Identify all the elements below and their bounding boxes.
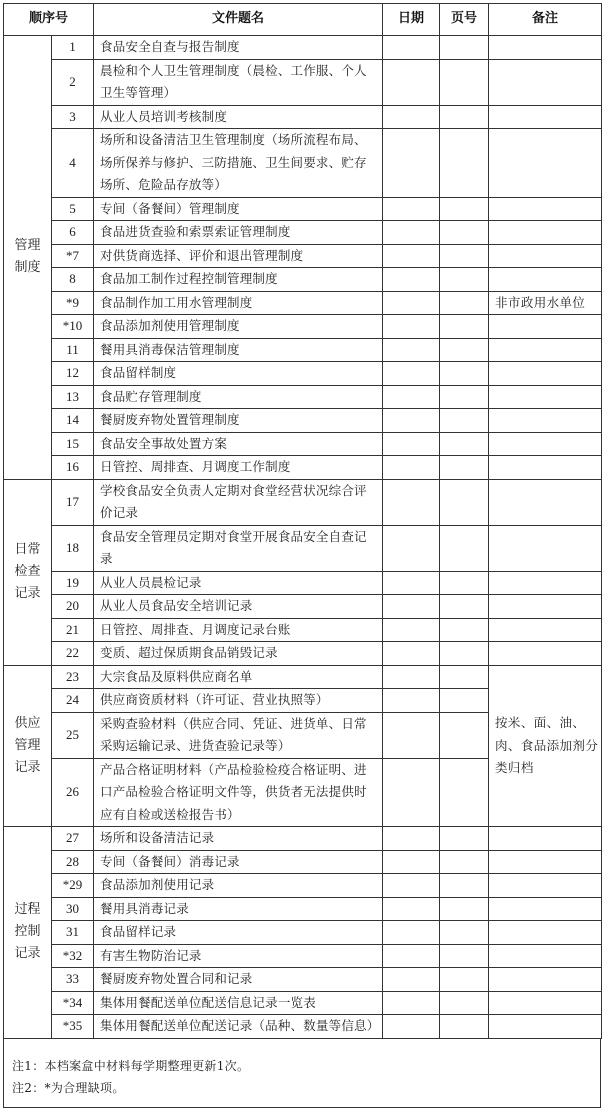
seq-number: 18 (52, 525, 94, 571)
remark-cell (489, 432, 602, 456)
page-cell (440, 291, 489, 315)
note-2: 注2：*为合理缺项。 (12, 1080, 125, 1095)
group-label-cell (4, 827, 52, 1039)
remark-cell (489, 874, 602, 898)
date-cell (383, 291, 440, 315)
page-cell (440, 571, 489, 595)
table-row (4, 338, 602, 362)
file-title: 大宗食品及原料供应商名单 (94, 665, 383, 689)
date-cell (383, 827, 440, 851)
remark-cell (489, 315, 602, 339)
group-label-cell (4, 665, 52, 827)
file-title: 从业人员培训考核制度 (94, 105, 383, 129)
table-row (4, 525, 602, 571)
seq-number: 2 (52, 59, 94, 105)
group-label-line: 记录 (14, 759, 41, 775)
page-cell (440, 897, 489, 921)
date-cell (383, 595, 440, 619)
table-row (4, 221, 602, 245)
seq-number: 4 (52, 129, 94, 198)
page-cell (440, 338, 489, 362)
page-cell (440, 968, 489, 992)
group-label-line: 日常 (14, 542, 41, 557)
remark-cell (489, 525, 602, 571)
table-row (4, 291, 602, 315)
table-row (4, 571, 602, 595)
file-title: 餐厨废弃物处置管理制度 (94, 409, 383, 433)
remark-cell (489, 921, 602, 945)
table-row (4, 944, 602, 968)
date-cell (383, 642, 440, 666)
date-cell (383, 968, 440, 992)
seq-number: 20 (52, 595, 94, 619)
page-cell (440, 827, 489, 851)
table-row (4, 129, 602, 198)
date-cell (383, 479, 440, 525)
group-label-line: 检查 (14, 564, 41, 579)
table-row (4, 479, 602, 525)
date-cell (383, 525, 440, 571)
header-remark: 备注 (489, 4, 602, 36)
seq-number: 8 (52, 268, 94, 292)
remark-cell (489, 897, 602, 921)
group-label-line: 管理 (14, 238, 41, 254)
seq-number: *7 (52, 244, 94, 268)
header-page: 页号 (440, 4, 489, 36)
remark-cell (489, 968, 602, 992)
remark-cell (489, 850, 602, 874)
remark-cell (489, 129, 602, 198)
page-cell (440, 456, 489, 480)
seq-number: 17 (52, 479, 94, 525)
table-row (4, 244, 602, 268)
table-row (4, 105, 602, 129)
file-title: 场所和设备清洁卫生管理制度（场所流程布局、场所保养与修护、三防措施、卫生间要求、贮存场所、危险品存放等） (94, 129, 383, 198)
seq-number: *9 (52, 291, 94, 315)
group-label-line: 管理 (14, 737, 41, 753)
table-row (4, 36, 602, 60)
date-cell (383, 991, 440, 1015)
date-cell (383, 59, 440, 105)
page-cell (440, 850, 489, 874)
date-cell (383, 1015, 440, 1039)
seq-number: 13 (52, 385, 94, 409)
page-cell (440, 618, 489, 642)
page-cell (440, 595, 489, 619)
seq-number: 15 (52, 432, 94, 456)
date-cell (383, 105, 440, 129)
date-cell (383, 338, 440, 362)
seq-number: 33 (52, 968, 94, 992)
file-title: 餐用具消毒保洁管理制度 (94, 338, 383, 362)
remark-cell (489, 571, 602, 595)
file-title: 供应商资质材料（许可证、营业执照等） (94, 689, 383, 713)
group-label-line: 过程 (14, 902, 41, 918)
seq-number: *32 (52, 944, 94, 968)
page-cell (440, 712, 489, 758)
page-cell (440, 36, 489, 60)
header-title: 文件题名 (94, 4, 383, 36)
date-cell (383, 456, 440, 480)
group-label-line: 控制 (14, 924, 41, 940)
remark-cell (489, 105, 602, 129)
table-row (4, 618, 602, 642)
group-label-line: 供应 (14, 715, 41, 731)
seq-number: *29 (52, 874, 94, 898)
remark-cell (489, 221, 602, 245)
date-cell (383, 571, 440, 595)
date-cell (383, 36, 440, 60)
page-cell (440, 385, 489, 409)
seq-number: 30 (52, 897, 94, 921)
date-cell (383, 850, 440, 874)
page-cell (440, 479, 489, 525)
header-seq: 顺序号 (4, 4, 94, 36)
page-cell (440, 921, 489, 945)
seq-number: 23 (52, 665, 94, 689)
date-cell (383, 712, 440, 758)
table-row (4, 1015, 602, 1039)
group-label-line: 记录 (14, 586, 41, 601)
seq-number: 6 (52, 221, 94, 245)
file-title: 食品留样记录 (94, 921, 383, 945)
date-cell (383, 385, 440, 409)
file-title: 从业人员食品安全培训记录 (94, 595, 383, 619)
remark-cell (489, 36, 602, 60)
date-cell (383, 268, 440, 292)
page-cell (440, 268, 489, 292)
file-title: 餐厨废弃物处置合同和记录 (94, 968, 383, 992)
supply-remark-cell: 按米、面、油、肉、食品添加剂分类归档 (489, 665, 602, 827)
file-title: 专间（备餐间）消毒记录 (94, 850, 383, 874)
file-title: 对供货商选择、评价和退出管理制度 (94, 244, 383, 268)
table-row (4, 665, 602, 689)
seq-number: 5 (52, 197, 94, 221)
page-cell (440, 525, 489, 571)
page-cell (440, 315, 489, 339)
seq-number: 1 (52, 36, 94, 60)
remark-cell (489, 456, 602, 480)
seq-number: 22 (52, 642, 94, 666)
group-label-cell (4, 36, 52, 480)
page-cell (440, 432, 489, 456)
file-title: 集体用餐配送单位配送记录（品种、数量等信息） (94, 1015, 383, 1039)
table-row (4, 874, 602, 898)
table-row (4, 595, 602, 619)
seq-number: *10 (52, 315, 94, 339)
table-row (4, 968, 602, 992)
date-cell (383, 921, 440, 945)
page-cell (440, 362, 489, 386)
remark-cell (489, 59, 602, 105)
date-cell (383, 944, 440, 968)
seq-number: 26 (52, 758, 94, 827)
page-cell (440, 105, 489, 129)
page-cell (440, 991, 489, 1015)
file-title: 食品加工制作过程控制管理制度 (94, 268, 383, 292)
file-title: 餐用具消毒记录 (94, 897, 383, 921)
file-title: 场所和设备清洁记录 (94, 827, 383, 851)
page-cell (440, 244, 489, 268)
group-label-line: 制度 (14, 260, 41, 276)
date-cell (383, 221, 440, 245)
file-title: 采购查验材料（供应合同、凭证、进货单、日常采购运输记录、进货查验记录等） (94, 712, 383, 758)
seq-number: 14 (52, 409, 94, 433)
seq-number: 28 (52, 850, 94, 874)
table-row (4, 827, 602, 851)
seq-number: 16 (52, 456, 94, 480)
table-row (4, 897, 602, 921)
page-cell (440, 409, 489, 433)
seq-number: *34 (52, 991, 94, 1015)
archive-index-table (3, 3, 602, 1039)
remark-cell (489, 827, 602, 851)
seq-number: 24 (52, 689, 94, 713)
date-cell (383, 665, 440, 689)
table-row (4, 850, 602, 874)
seq-number: 27 (52, 827, 94, 851)
date-cell (383, 689, 440, 713)
file-title: 日管控、周排查、月调度工作制度 (94, 456, 383, 480)
group-label-line: 记录 (14, 946, 41, 962)
date-cell (383, 874, 440, 898)
remark-cell (489, 479, 602, 525)
remark-cell (489, 618, 602, 642)
date-cell (383, 129, 440, 198)
document-sheet (3, 3, 601, 1108)
remark-cell (489, 385, 602, 409)
date-cell (383, 432, 440, 456)
page-cell (440, 758, 489, 827)
remark-cell: 非市政用水单位 (489, 291, 602, 315)
remark-cell (489, 1015, 602, 1039)
table-row (4, 197, 602, 221)
remark-cell (489, 991, 602, 1015)
table-row (4, 991, 602, 1015)
file-title: 食品制作加工用水管理制度 (94, 291, 383, 315)
file-title: 食品安全事故处置方案 (94, 432, 383, 456)
table-row (4, 921, 602, 945)
table-row (4, 59, 602, 105)
date-cell (383, 618, 440, 642)
remark-cell (489, 595, 602, 619)
file-title: 有害生物防治记录 (94, 944, 383, 968)
file-title: 学校食品安全负责人定期对食堂经营状况综合评价记录 (94, 479, 383, 525)
file-title: 食品安全管理员定期对食堂开展食品安全自查记录 (94, 525, 383, 571)
note-1: 注1：本档案盒中材料每学期整理更新1次。 (12, 1058, 250, 1073)
remark-cell (489, 338, 602, 362)
file-title: 晨检和个人卫生管理制度（晨检、工作服、个人卫生等管理） (94, 59, 383, 105)
seq-number: 19 (52, 571, 94, 595)
remark-cell (489, 409, 602, 433)
table-row (4, 432, 602, 456)
table-row (4, 362, 602, 386)
page-cell (440, 129, 489, 198)
page-cell (440, 59, 489, 105)
page-cell (440, 197, 489, 221)
remark-cell (489, 197, 602, 221)
remark-cell (489, 642, 602, 666)
file-title: 日管控、周排查、月调度记录台账 (94, 618, 383, 642)
seq-number: 3 (52, 105, 94, 129)
seq-number: 31 (52, 921, 94, 945)
table-body (4, 36, 602, 1039)
seq-number: 11 (52, 338, 94, 362)
file-title: 从业人员晨检记录 (94, 571, 383, 595)
file-title: 食品进货查验和索票索证管理制度 (94, 221, 383, 245)
file-title: 食品安全自查与报告制度 (94, 36, 383, 60)
file-title: 食品贮存管理制度 (94, 385, 383, 409)
table-row (4, 268, 602, 292)
date-cell (383, 197, 440, 221)
file-title: 专间（备餐间）管理制度 (94, 197, 383, 221)
table-header-row (4, 4, 602, 36)
notes-section (3, 1039, 601, 1108)
date-cell (383, 362, 440, 386)
remark-cell (489, 244, 602, 268)
seq-number: *35 (52, 1015, 94, 1039)
table-row (4, 315, 602, 339)
file-title: 食品添加剂使用管理制度 (94, 315, 383, 339)
page-cell (440, 642, 489, 666)
date-cell (383, 758, 440, 827)
table-row (4, 642, 602, 666)
remark-cell (489, 362, 602, 386)
remark-cell (489, 944, 602, 968)
seq-number: 12 (52, 362, 94, 386)
header-date: 日期 (383, 4, 440, 36)
file-title: 食品留样制度 (94, 362, 383, 386)
table-row (4, 409, 602, 433)
date-cell (383, 315, 440, 339)
date-cell (383, 409, 440, 433)
file-title: 食品添加剂使用记录 (94, 874, 383, 898)
group-label-cell (4, 479, 52, 665)
date-cell (383, 897, 440, 921)
page-cell (440, 689, 489, 713)
table-row (4, 456, 602, 480)
file-title: 产品合格证明材料（产品检验检疫合格证明、进口产品检验合格证明文件等，供货者无法提供时应有自检或送检报告书） (94, 758, 383, 827)
table-row (4, 385, 602, 409)
seq-number: 25 (52, 712, 94, 758)
remark-cell (489, 268, 602, 292)
page-cell (440, 1015, 489, 1039)
seq-number: 21 (52, 618, 94, 642)
file-title: 变质、超过保质期食品销毁记录 (94, 642, 383, 666)
date-cell (383, 244, 440, 268)
page-cell (440, 944, 489, 968)
file-title: 集体用餐配送单位配送信息记录一览表 (94, 991, 383, 1015)
page-cell (440, 221, 489, 245)
page-cell (440, 665, 489, 689)
page-cell (440, 874, 489, 898)
